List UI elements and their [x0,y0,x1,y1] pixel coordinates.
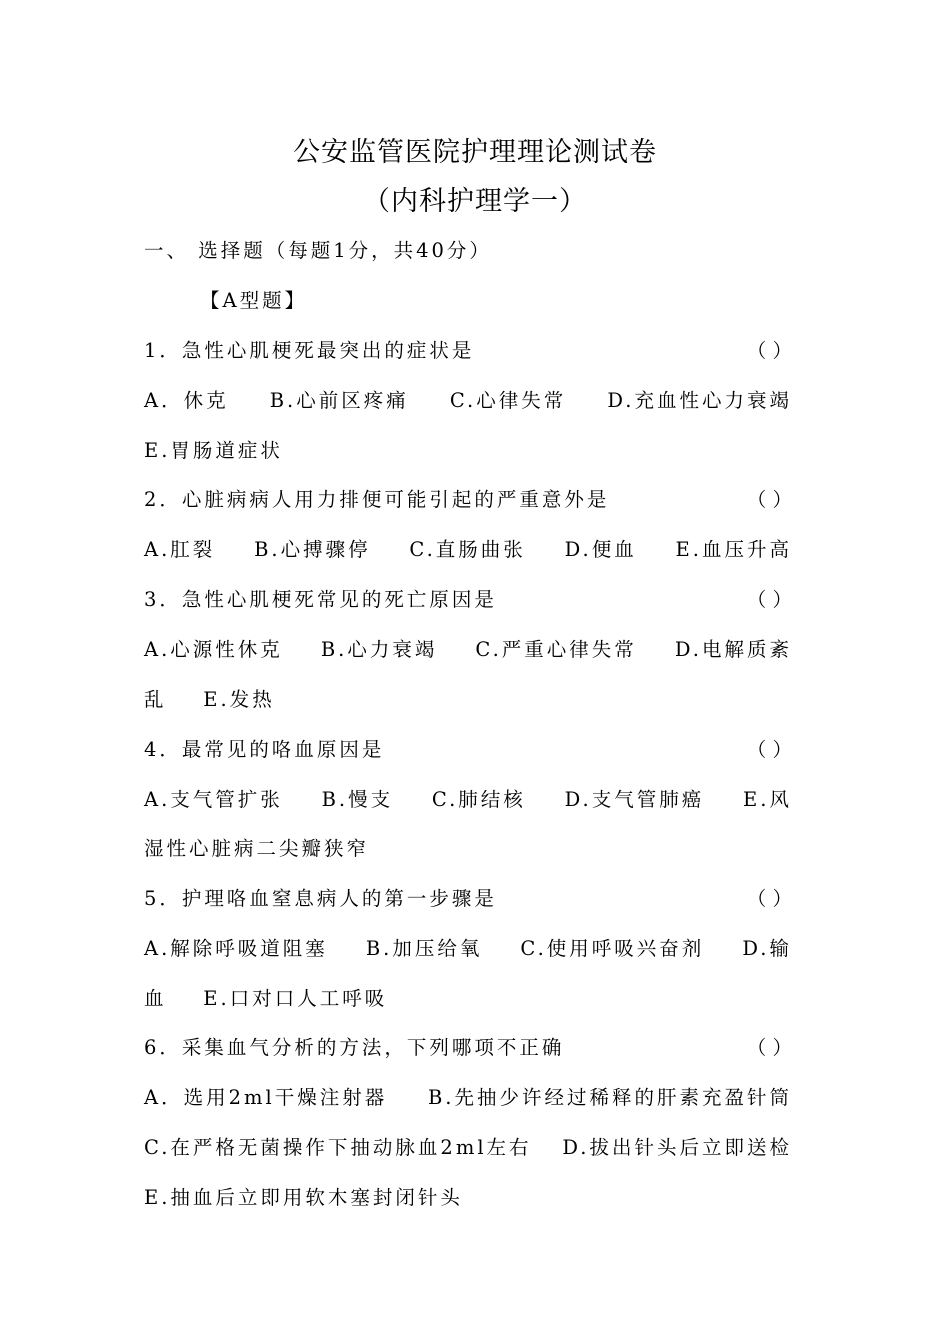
answer-bracket: （ ） [746,588,792,611]
answer-bracket: （ ） [746,738,792,761]
option: D.便血 [564,538,637,561]
option: C.使用呼吸兴奋剂 [520,937,705,960]
question-5-options-cont: 血 E.口对口人工呼吸 [144,987,388,1010]
option: D.充血性心力衰竭 [607,389,792,412]
option: B.先抽少许经过稀释的肝素充盈针筒 [427,1086,792,1109]
option: D.拔出针头后立即送检 [562,1136,792,1159]
section-subheading: 【A型题】 [200,289,308,312]
option: D.电解质紊 [674,638,792,661]
option: B.慢支 [321,788,394,811]
option: A．选用2ml干燥注射器 [144,1086,388,1109]
answer-bracket: （ ） [746,887,792,910]
option: D.输 [742,937,792,960]
question-stem: 5．护理咯血窒息病人的第一步骤是 [144,887,497,910]
question-5-stem-row [144,884,792,914]
option: E.风 [743,788,792,811]
question-4-stem-row [144,735,792,765]
question-2-stem-row [144,485,792,515]
option: B.心搏骤停 [254,538,371,561]
option: C.心律失常 [449,389,567,412]
answer-bracket: （ ） [746,339,792,362]
question-stem: 3．急性心肌梗死常见的死亡原因是 [144,588,497,611]
question-stem: 4．最常见的咯血原因是 [144,738,385,761]
option: C.严重心律失常 [475,638,637,661]
option: C.在严格无菌操作下抽动脉血2ml左右 [144,1136,532,1159]
question-1-stem-row [144,336,792,366]
question-3-options [144,635,792,665]
answer-bracket: （ ） [746,1036,792,1059]
answer-bracket: （ ） [746,488,792,511]
question-4-options-cont: 湿性心脏病二尖瓣狭窄 [144,837,370,860]
option: A.解除呼吸道阻塞 [144,937,328,960]
question-6-options-cont: E.抽血后立即用软木塞封闭针头 [144,1186,463,1209]
exam-subtitle: （内科护理学一） [363,186,587,217]
option: A．休克 [144,389,229,412]
question-4-options [144,785,792,815]
question-3-options-cont: 乱 E.发热 [144,688,275,711]
question-1-options-cont: E.胃肠道症状 [144,439,283,462]
exam-title: 公安监管医院护理理论测试卷 [293,137,657,168]
question-3-stem-row [144,585,792,615]
question-5-options [144,934,792,964]
question-stem: 1．急性心肌梗死最突出的症状是 [144,339,475,362]
option: B.心力衰竭 [320,638,438,661]
option: C.肺结核 [431,788,526,811]
question-stem: 6．采集血气分析的方法，下列哪项不正确 [144,1036,565,1059]
question-1-options [144,386,792,416]
option: A.支气管扩张 [144,788,283,811]
option: C.直肠曲张 [409,538,526,561]
option: A.肛裂 [144,538,216,561]
question-6-stem-row [144,1033,792,1063]
option: B.心前区疼痛 [269,389,409,412]
option: B.加压给氧 [365,937,483,960]
question-6-options [144,1083,792,1113]
question-6-options-row2 [144,1133,792,1163]
question-stem: 2．心脏病病人用力排便可能引起的严重意外是 [144,488,610,511]
option: E.血压升高 [675,538,792,561]
option: D.支气管肺癌 [564,788,705,811]
section-heading: 一、 选择题（每题1分，共40分） [144,239,492,262]
question-2-options [144,535,792,565]
option: A.心源性休克 [144,638,283,661]
